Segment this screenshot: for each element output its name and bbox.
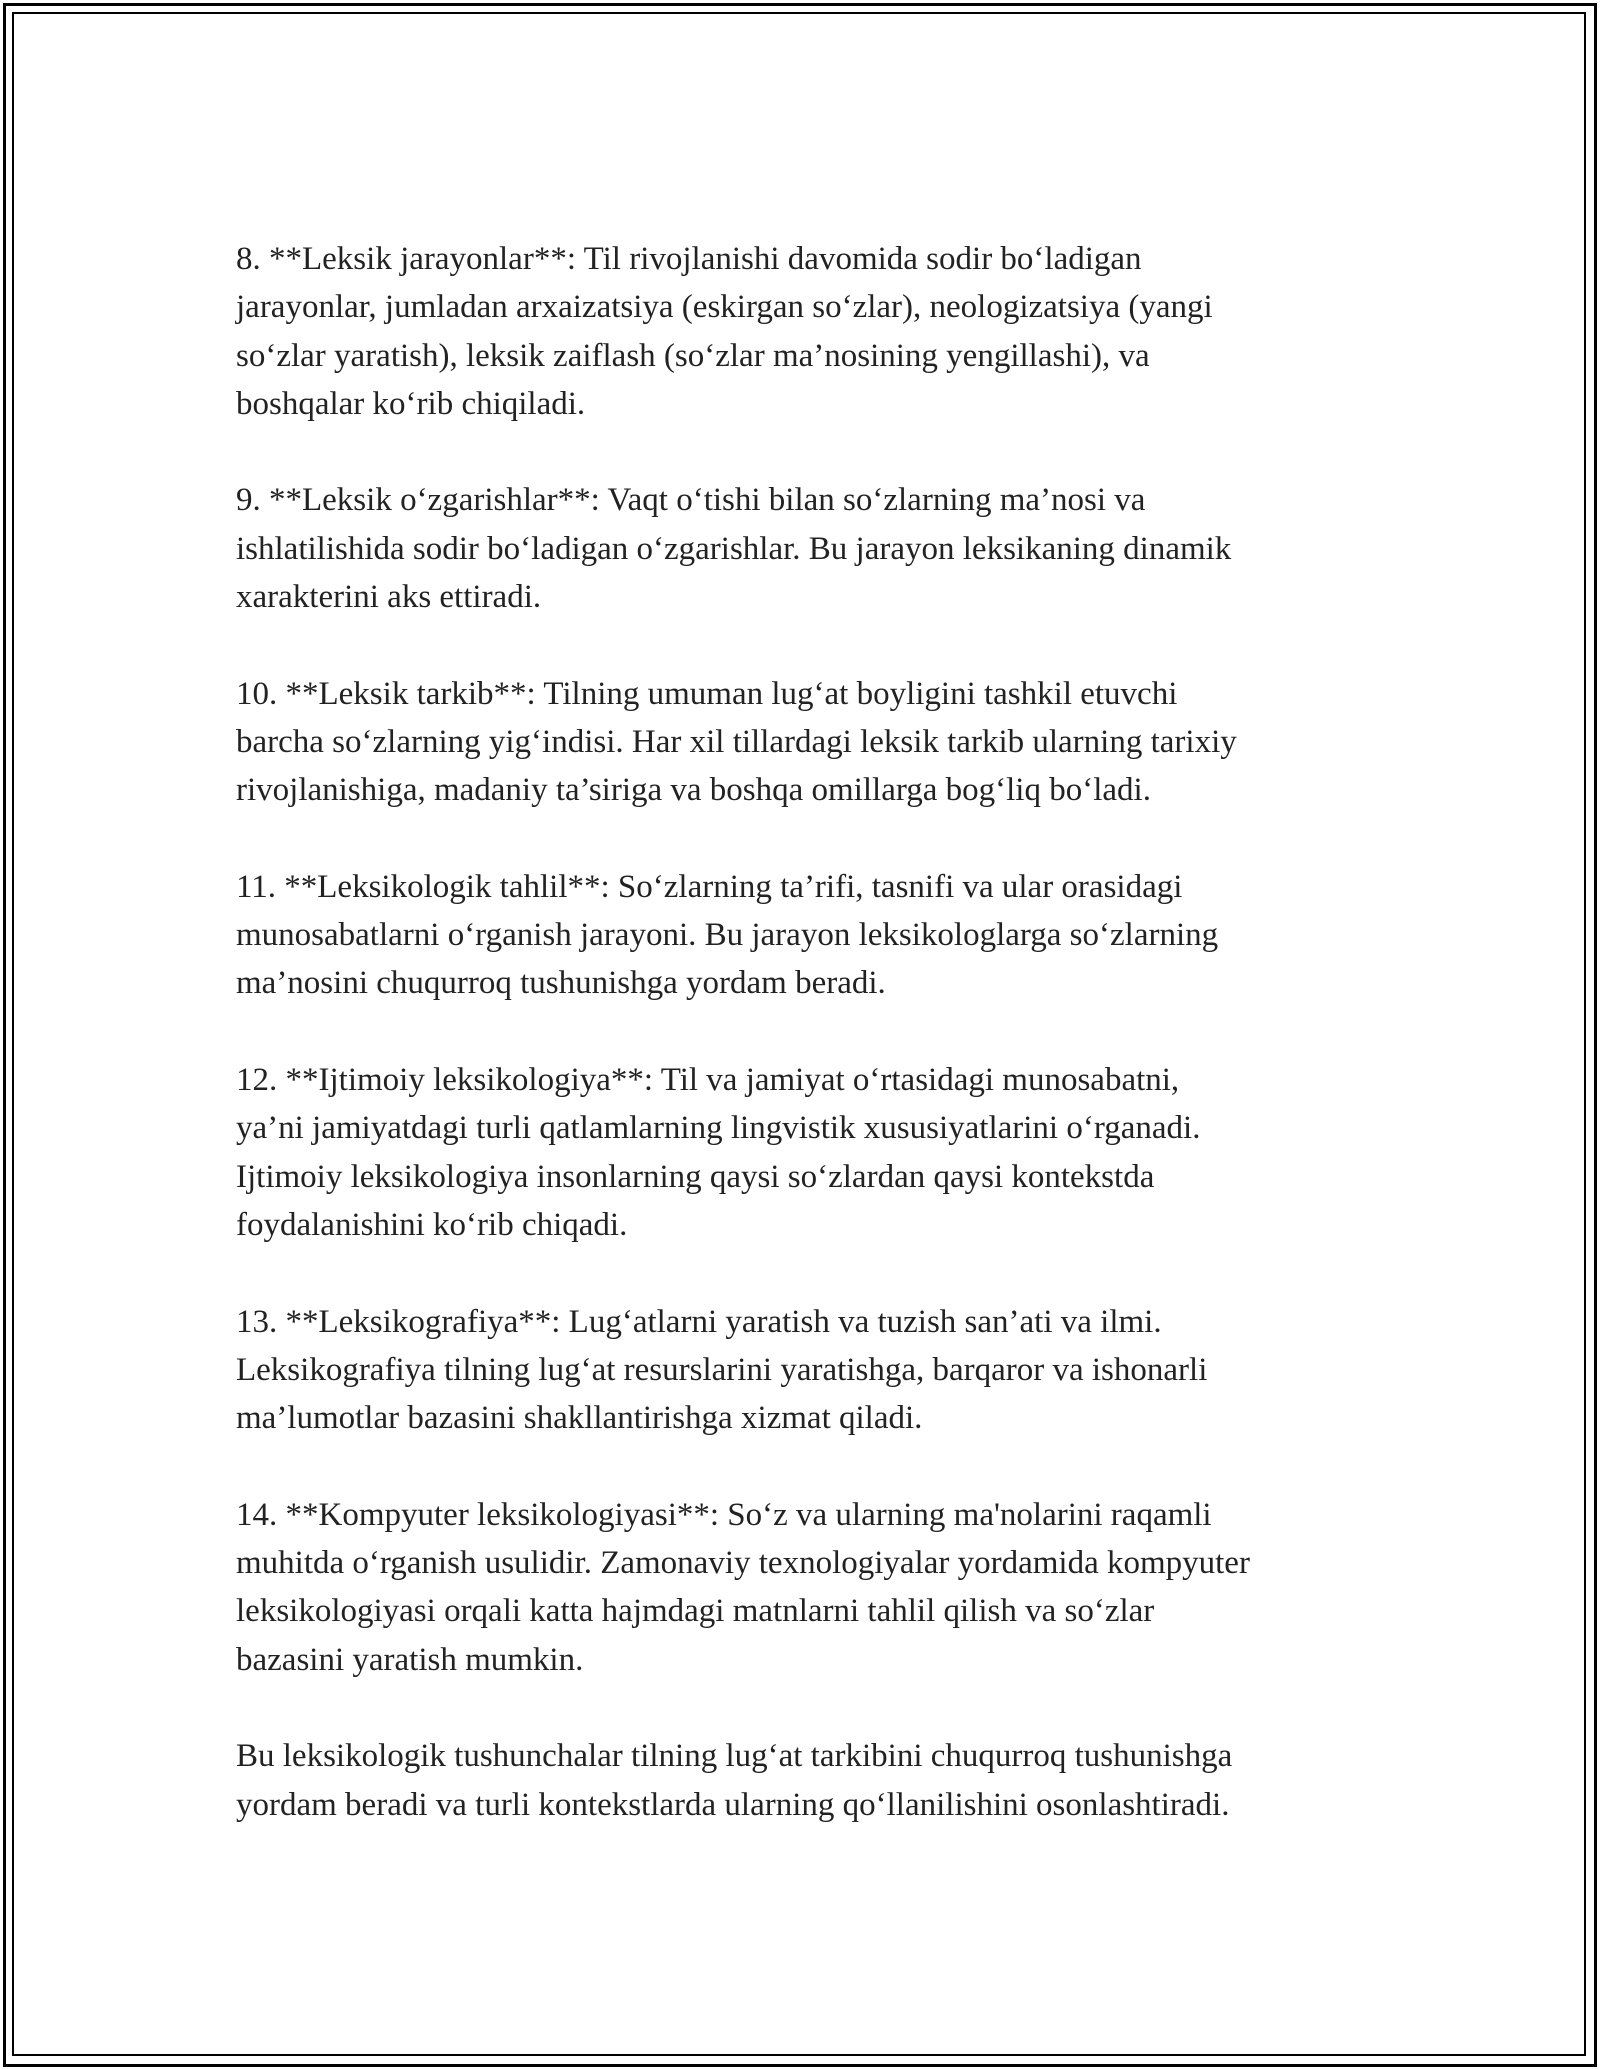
text-line: ya’ni jamiyatdagi turli qatlamlarning lingvistik xususiyatlarini o‘rganadi. — [236, 1110, 1201, 1147]
text-line: 10. **Leksik tarkib**: Tilning umuman lug‘at boyligini tashkil etuvchi — [236, 675, 1178, 712]
paragraph-leksik-jarayonlar — [236, 235, 1386, 428]
text-line: 11. **Leksikologik tahlil**: So‘zlarning ta’rifi, tasnifi va ular orasidagi — [236, 868, 1183, 905]
paragraph-leksikografiya — [236, 1298, 1386, 1443]
text-line: ma’lumotlar bazasini shakllantirishga xizmat qiladi. — [236, 1400, 923, 1437]
text-line: ishlatilishida sodir bo‘ladigan o‘zgarishlar. Bu jarayon leksikaning dinamik — [236, 530, 1232, 567]
text-line: boshqalar ko‘rib chiqiladi. — [236, 385, 586, 422]
paragraph-ijtimoiy-leksikologiya — [236, 1056, 1386, 1249]
text-line: bazasini yaratish mumkin. — [236, 1641, 584, 1678]
text-line: munosabatlarni o‘rganish jarayoni. Bu jarayon leksikologlarga so‘zlarning — [236, 917, 1219, 954]
paragraph-leksikologik-tahlil — [236, 863, 1386, 1008]
text-line: barcha so‘zlarning yig‘indisi. Har xil tillardagi leksik tarkib ularning tarixiy — [236, 723, 1237, 760]
text-line: muhitda o‘rganish usulidir. Zamonaviy texnologiyalar yordamida kompyuter — [236, 1545, 1250, 1582]
text-line: so‘zlar yaratish), leksik zaiflash (so‘zlar ma’nosining yengillashi), va — [236, 337, 1150, 374]
document-body — [236, 235, 1386, 1877]
text-line: foydalanishini ko‘rib chiqadi. — [236, 1206, 628, 1243]
paragraph-leksik-ozgarishlar — [236, 476, 1386, 621]
paragraph-conclusion — [236, 1732, 1386, 1829]
text-line: xarakterini aks ettiradi. — [236, 579, 542, 616]
text-line: 9. **Leksik o‘zgarishlar**: Vaqt o‘tishi bilan so‘zlarning ma’nosi va — [236, 482, 1146, 519]
text-line: Bu leksikologik tushunchalar tilning lug‘at tarkibini chuqurroq tushunishga — [236, 1738, 1233, 1775]
text-line: 8. **Leksik jarayonlar**: Til rivojlanishi davomida sodir bo‘ladigan — [236, 241, 1142, 277]
text-line: 12. **Ijtimoiy leksikologiya**: Til va jamiyat o‘rtasidagi munosabatni, — [236, 1062, 1180, 1099]
text-line: 13. **Leksikografiya**: Lug‘atlarni yaratish va tuzish san’ati va ilmi. — [236, 1303, 1162, 1340]
paragraph-leksik-tarkib — [236, 670, 1386, 815]
text-line: jarayonlar, jumladan arxaizatsiya (eskirgan so‘zlar), neologizatsiya (yangi — [236, 289, 1213, 326]
text-line: leksikologiyasi orqali katta hajmdagi matnlarni tahlil qilish va so‘zlar — [236, 1593, 1155, 1630]
text-line: Leksikografiya tilning lug‘at resurslarini yaratishga, barqaror va ishonarli — [236, 1351, 1208, 1388]
text-line: 14. **Kompyuter leksikologiyasi**: So‘z va ularning ma'nolarini raqamli — [236, 1496, 1212, 1533]
paragraph-kompyuter-leksikologiyasi — [236, 1491, 1386, 1684]
text-line: Ijtimoiy leksikologiya insonlarning qaysi so‘zlardan qaysi kontekstda — [236, 1158, 1155, 1195]
text-line: rivojlanishiga, madaniy ta’siriga va boshqa omillarga bog‘liq bo‘ladi. — [236, 772, 1151, 809]
text-line: yordam beradi va turli kontekstlarda ularning qo‘llanilishini osonlashtiradi. — [236, 1786, 1230, 1823]
text-line: ma’nosini chuqurroq tushunishga yordam beradi. — [236, 965, 886, 1002]
